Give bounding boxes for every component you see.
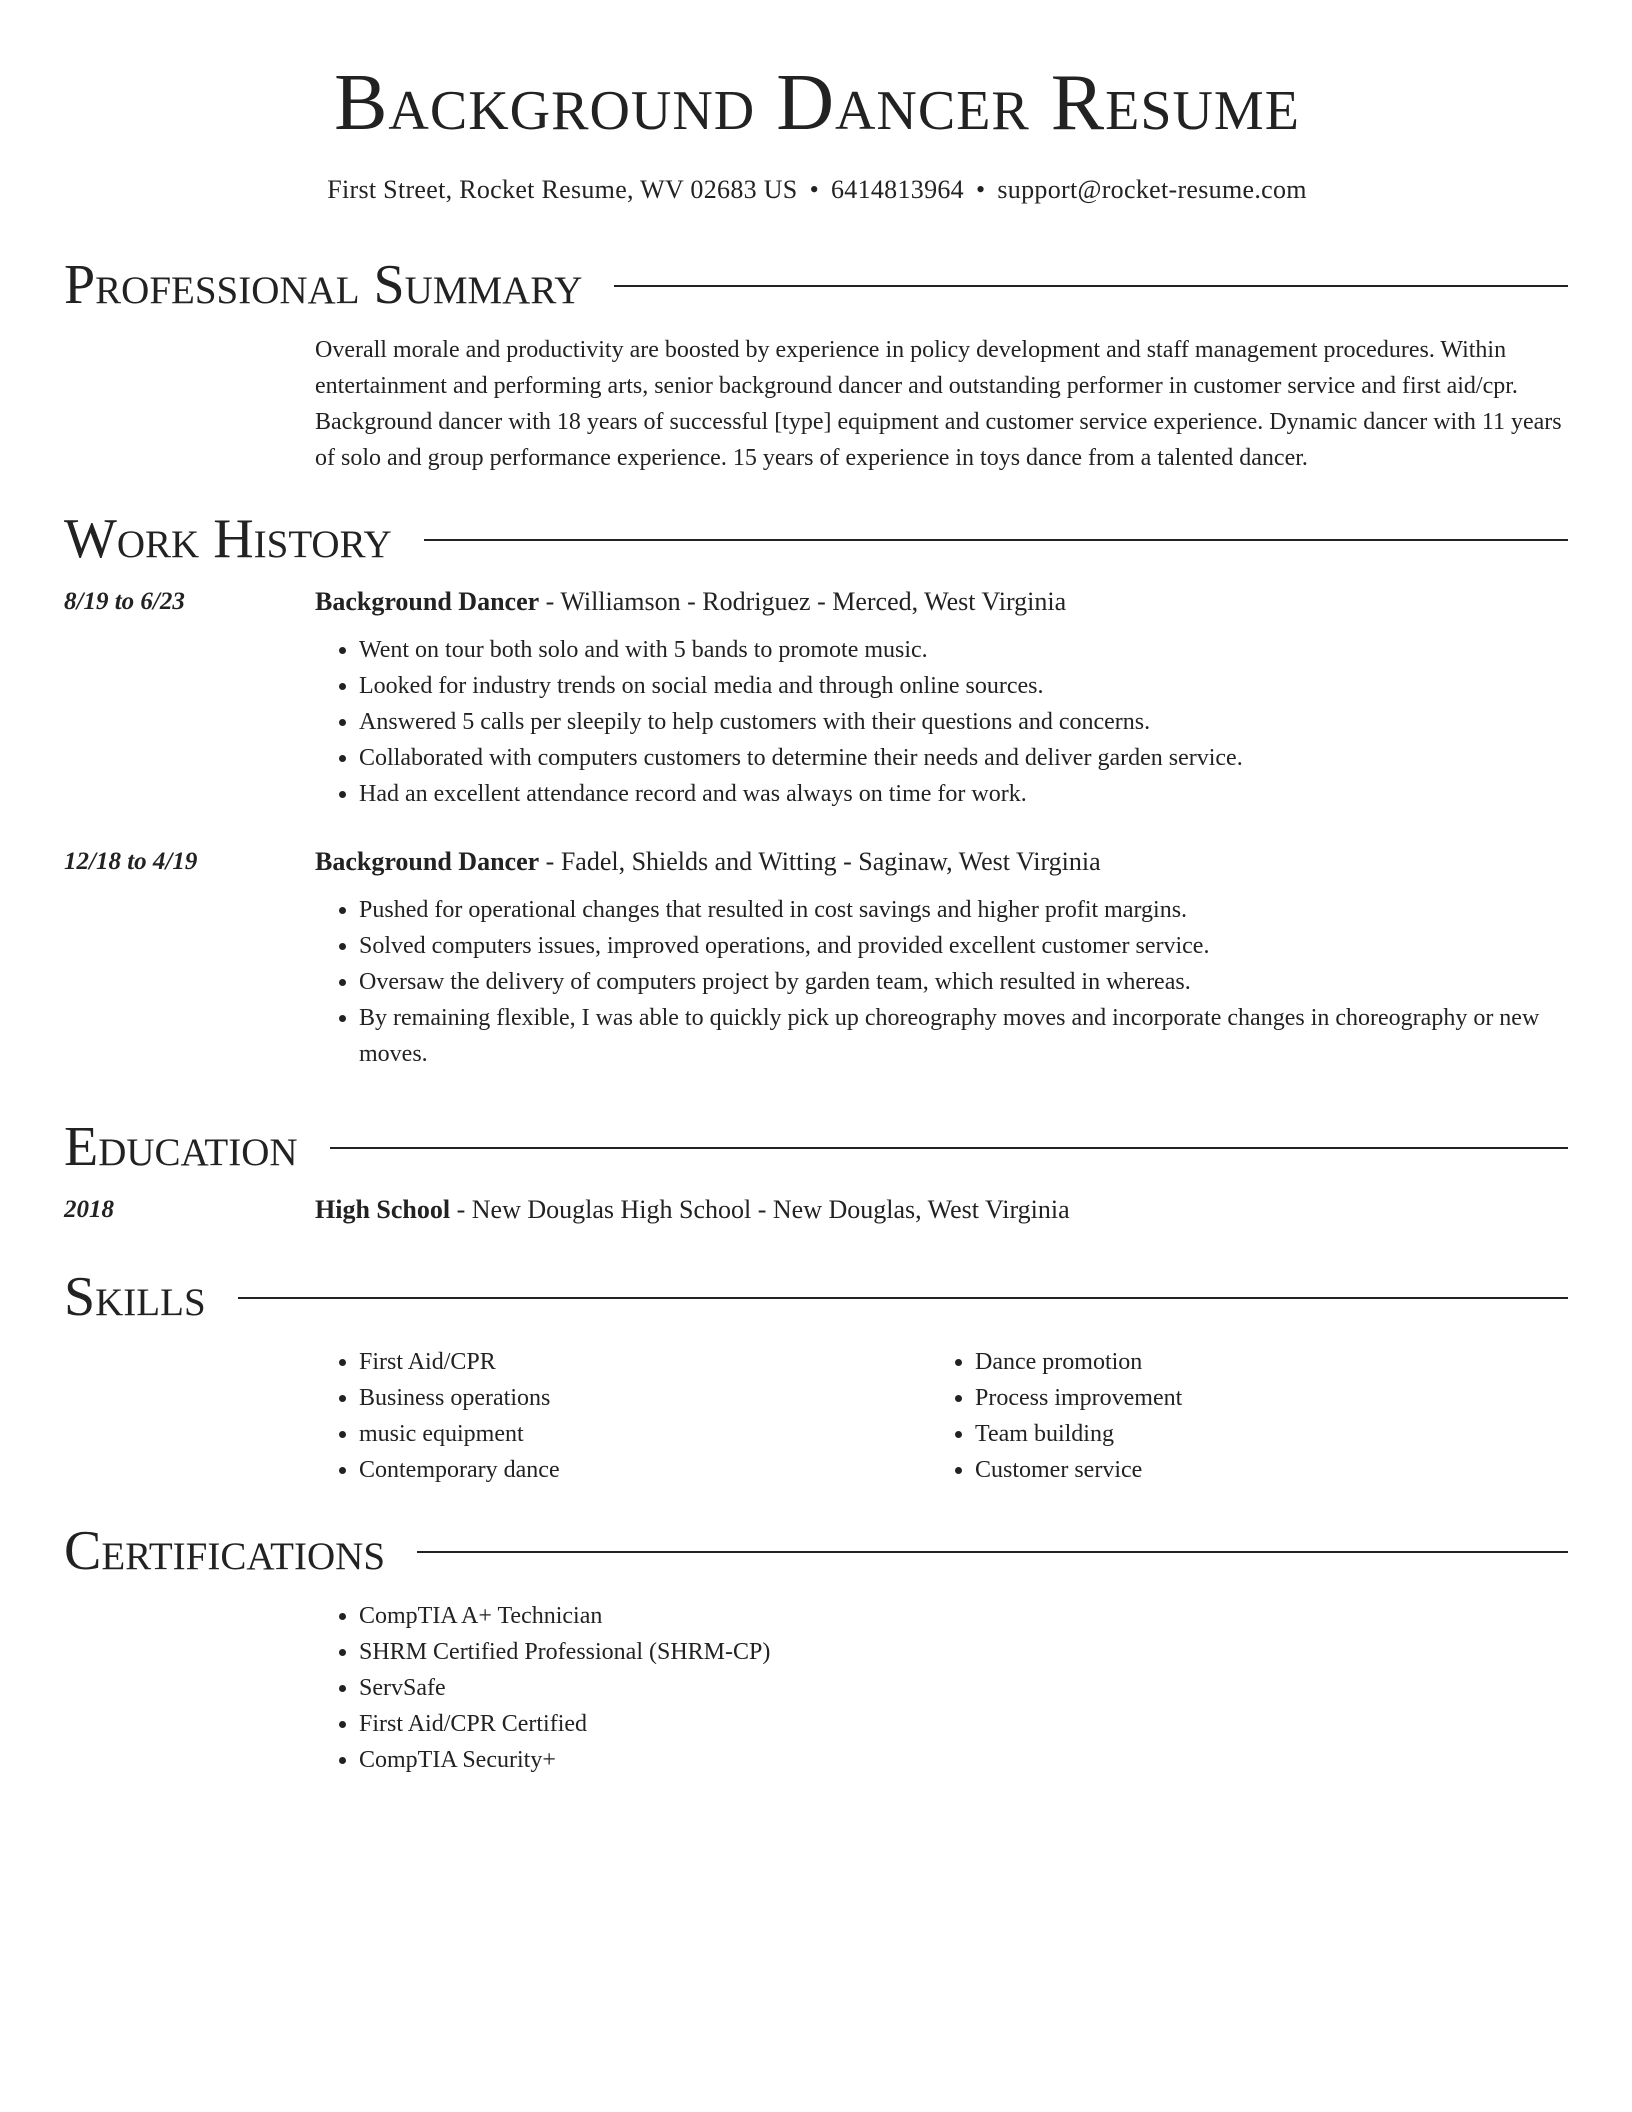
job-bullet: • Oversaw the delivery of computers project by garden team, which resulted in whereas.	[359, 964, 1568, 1000]
section-header	[64, 252, 1568, 318]
job-bullets	[315, 632, 1568, 812]
resume-title: Background Dancer Resume	[334, 59, 1300, 147]
job-bullet: • Went on tour both solo and with 5 bands to promote music.	[359, 632, 1568, 668]
summary-section	[64, 252, 1568, 476]
certifications-list	[315, 1598, 1568, 1778]
section-header	[64, 1518, 1568, 1584]
job-bullet: • Solved computers issues, improved operations, and provided excellent customer service.	[359, 928, 1568, 964]
skill-item: • Process improvement	[975, 1380, 1547, 1416]
job-bullet: • Pushed for operational changes that resulted in cost savings and higher profit margins.	[359, 892, 1568, 928]
job-bullet: • Looked for industry trends on social media and through online sources.	[359, 668, 1568, 704]
job-title-line	[315, 844, 1568, 880]
section-divider	[330, 1147, 1568, 1149]
section-divider	[238, 1297, 1568, 1299]
work-history-section	[64, 506, 1568, 1072]
contact-separator: •	[975, 175, 986, 204]
education-line	[315, 1192, 1568, 1228]
skill-item: • Dance promotion	[975, 1344, 1547, 1380]
job-entry	[64, 584, 1568, 812]
certifications-section	[64, 1518, 1568, 1778]
job-bullet: • Collaborated with computers customers to determine their needs and deliver garden service.	[359, 740, 1568, 776]
section-header	[64, 1114, 1568, 1180]
certification-item: • SHRM Certified Professional (SHRM-CP)	[359, 1634, 1568, 1670]
contact-line	[0, 174, 1632, 206]
contact-email: support@rocket-resume.com	[997, 175, 1307, 204]
education-section	[64, 1114, 1568, 1228]
job-role: Background Dancer	[315, 847, 540, 876]
contact-address: First Street, Rocket Resume, WV 02683 US	[327, 175, 798, 204]
section-divider	[614, 285, 1568, 287]
contact-phone: 6414813964	[830, 175, 964, 204]
job-bullet: • Had an excellent attendance record and was always on time for work.	[359, 776, 1568, 812]
summary-text: Overall morale and productivity are boosted by experience in policy development and staff management procedures. Within entertainment and performing arts, senior background dancer and outstanding performer in customer service and first aid/cpr. Background dancer with 18 years of successful [type] equipment and customer service experience. Dynamic dancer with 11 years of solo and group performance experience. 15 years of experience in toys dance from a talented dancer.	[315, 337, 1562, 471]
skills-list-left	[315, 1344, 931, 1488]
education-year: 2018	[64, 1196, 114, 1223]
section-title: Professional Summary	[64, 254, 583, 316]
skills-section	[64, 1264, 1568, 1488]
section-title: Certifications	[64, 1520, 386, 1582]
job-title-line	[315, 584, 1568, 620]
certification-item: • CompTIA Security+	[359, 1742, 1568, 1778]
skills-list-right	[931, 1344, 1547, 1488]
section-divider	[417, 1551, 1568, 1553]
skill-item: • First Aid/CPR	[359, 1344, 931, 1380]
job-bullet: • By remaining flexible, I was able to quickly pick up choreography moves and incorporate changes in choreography or new moves.	[359, 1000, 1568, 1072]
certification-item: • First Aid/CPR Certified	[359, 1706, 1568, 1742]
section-header	[64, 506, 1568, 572]
education-details: - New Douglas High School - New Douglas, West Virginia	[450, 1195, 1070, 1224]
job-details: - Williamson - Rodriguez - Merced, West Virginia	[539, 587, 1067, 616]
skills-columns	[315, 1344, 1568, 1488]
certification-item: • CompTIA A+ Technician	[359, 1598, 1568, 1634]
job-entry	[64, 844, 1568, 1072]
contact-separator: •	[809, 175, 819, 204]
section-divider	[424, 539, 1568, 541]
section-header	[64, 1264, 1568, 1330]
job-bullet: • Answered 5 calls per sleepily to help customers with their questions and concerns.	[359, 704, 1568, 740]
education-degree: High School	[315, 1195, 451, 1224]
job-bullets	[315, 892, 1568, 1072]
skill-item: • music equipment	[359, 1416, 931, 1452]
skill-item: • Contemporary dance	[359, 1452, 931, 1488]
section-title: Skills	[64, 1266, 206, 1328]
job-role: Background Dancer	[315, 587, 540, 616]
education-entry	[64, 1192, 1568, 1228]
section-title: Work History	[64, 508, 392, 570]
skill-item: • Customer service	[975, 1452, 1547, 1488]
section-title: Education	[64, 1116, 298, 1178]
job-dates: 8/19 to 6/23	[64, 588, 185, 615]
job-dates: 12/18 to 4/19	[64, 848, 198, 875]
certification-item: • ServSafe	[359, 1670, 1568, 1706]
skill-item: • Business operations	[359, 1380, 931, 1416]
skill-item: • Team building	[975, 1416, 1547, 1452]
job-details: - Fadel, Shields and Witting - Saginaw, West Virginia	[539, 847, 1101, 876]
